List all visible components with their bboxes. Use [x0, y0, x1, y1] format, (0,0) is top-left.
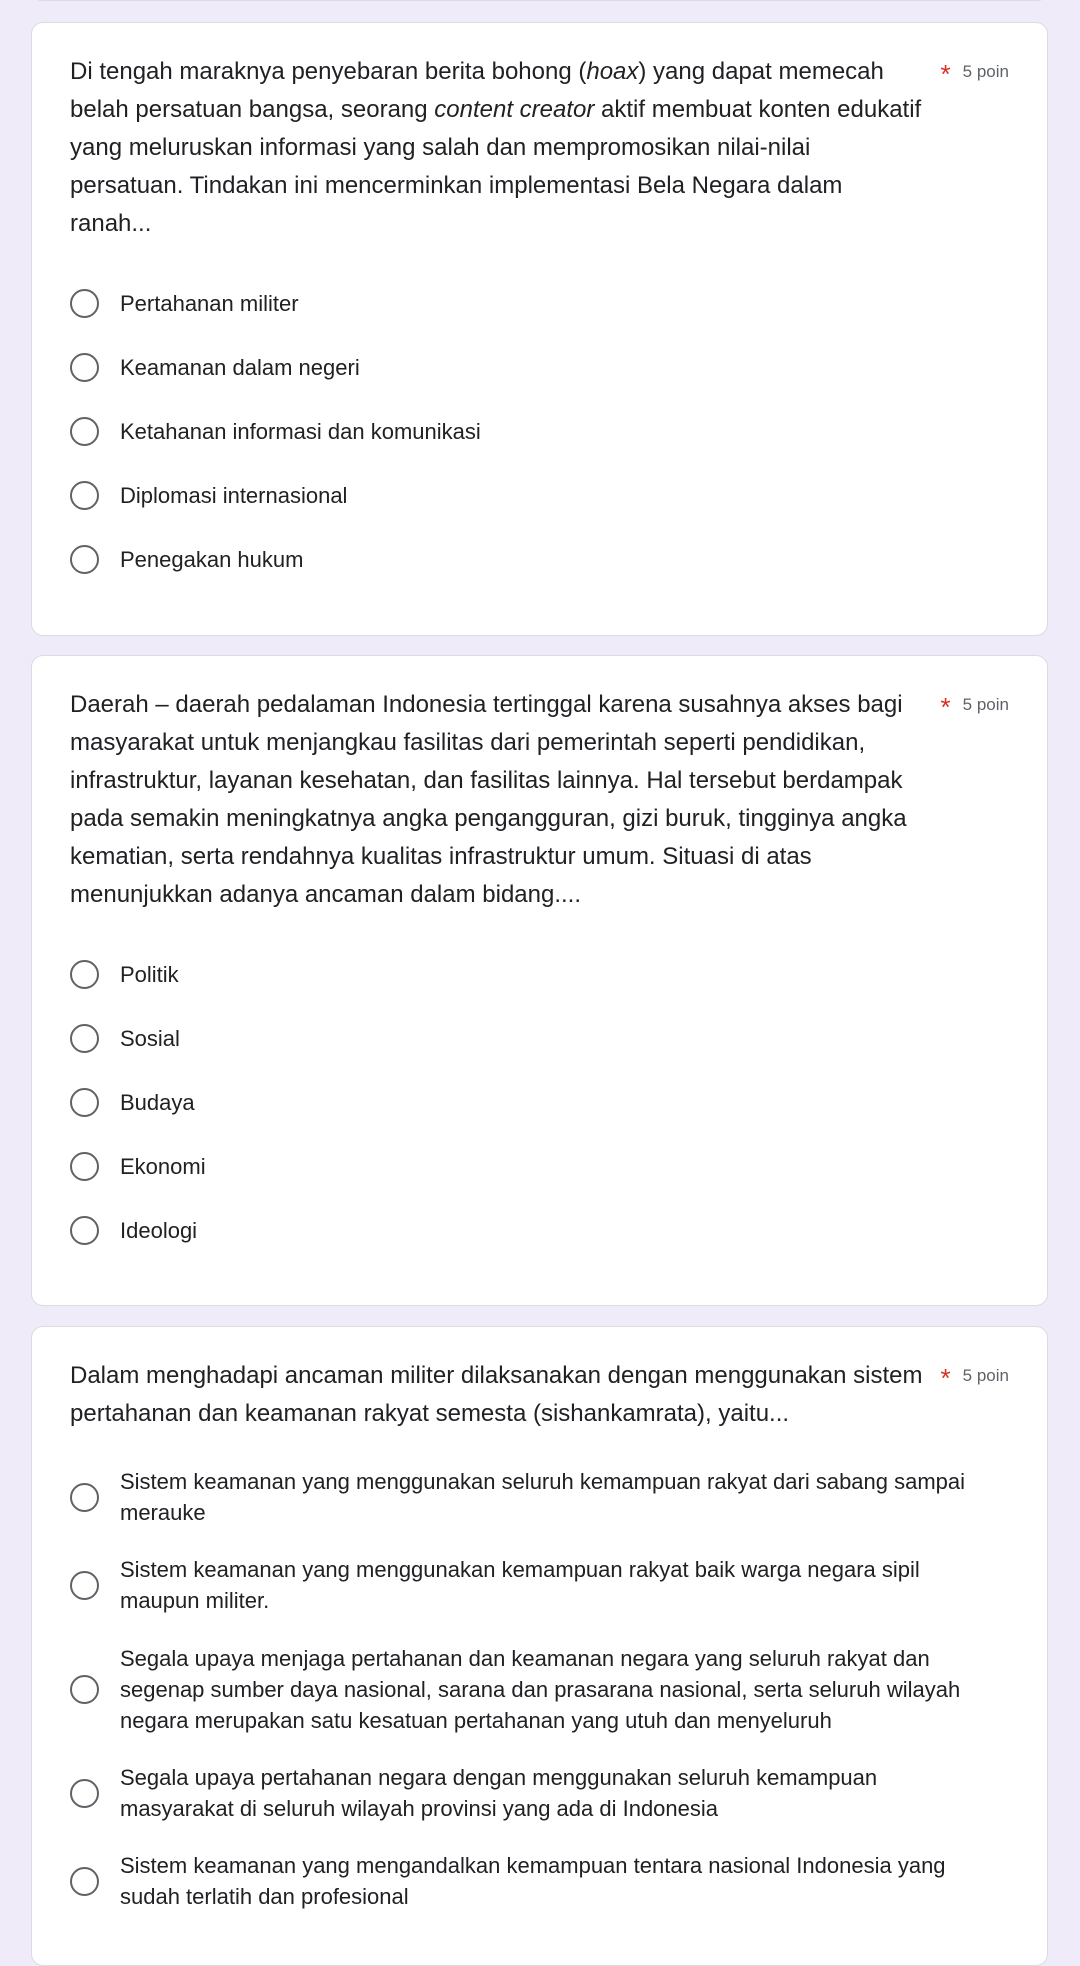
points-label: 5 poin: [962, 62, 1009, 81]
points-label: 5 poin: [962, 695, 1009, 714]
q1-option-1[interactable]: [70, 271, 1009, 335]
option-label: Ekonomi: [120, 1153, 206, 1179]
q2-option-4[interactable]: [70, 1134, 1009, 1198]
q1-option-4[interactable]: [70, 463, 1009, 527]
radio-button[interactable]: [70, 289, 99, 318]
q3-option-2[interactable]: [70, 1541, 1009, 1629]
option-label: Ketahanan informasi dan komunikasi: [120, 418, 481, 444]
radio-button[interactable]: [70, 417, 99, 446]
points-label: 5 poin: [962, 1366, 1009, 1385]
radio-button[interactable]: [70, 353, 99, 382]
option-label: Sistem keamanan yang menggunakan seluruh kemampuan rakyat dari sabang sampai merauke: [120, 1469, 966, 1525]
option-label: Sistem keamanan yang mengandalkan kemampuan tentara nasional Indonesia yang sudah terlatih dan profesional: [120, 1853, 946, 1909]
radio-button[interactable]: [70, 1571, 99, 1600]
q2-option-5[interactable]: [70, 1198, 1009, 1262]
required-asterisk: *: [940, 1363, 951, 1393]
question-2-options: [32, 914, 1047, 1262]
question-card-2: [31, 655, 1048, 1306]
question-2-meta: [941, 686, 1009, 724]
required-asterisk: *: [940, 692, 951, 722]
option-label: Segala upaya pertahanan negara dengan menggunakan seluruh kemampuan masyarakat di seluruh wilayah provinsi yang ada di Indonesia: [120, 1765, 878, 1821]
question-card-1: [31, 22, 1048, 636]
radio-button[interactable]: [70, 1216, 99, 1245]
radio-button[interactable]: [70, 1152, 99, 1181]
option-label: Diplomasi internasional: [120, 482, 348, 508]
q1-option-3[interactable]: [70, 399, 1009, 463]
radio-button[interactable]: [70, 1675, 99, 1704]
required-asterisk: *: [940, 59, 951, 89]
radio-button[interactable]: [70, 545, 99, 574]
option-label: Sistem keamanan yang menggunakan kemampuan rakyat baik warga negara sipil maupun militer.: [120, 1557, 920, 1613]
radio-button[interactable]: [70, 1483, 99, 1512]
option-label: Segala upaya menjaga pertahanan dan keamanan negara yang seluruh rakyat dan segenap sumber daya nasional, sarana dan prasarana nasional, serta seluruh wilayah negara merupakan satu kesatuan pertahanan yang utuh dan menyeluruh: [120, 1645, 961, 1733]
q2-option-1[interactable]: [70, 942, 1009, 1006]
previous-question-card-edge: [31, 0, 1048, 1]
option-label: Sosial: [120, 1025, 180, 1051]
radio-button[interactable]: [70, 960, 99, 989]
q3-option-5[interactable]: [70, 1837, 1009, 1925]
option-label: Pertahanan militer: [120, 290, 299, 316]
q2-option-2[interactable]: [70, 1006, 1009, 1070]
q3-option-4[interactable]: [70, 1749, 1009, 1837]
question-card-3: [31, 1326, 1048, 1966]
option-label: Ideologi: [120, 1217, 198, 1243]
option-label: Keamanan dalam negeri: [120, 354, 360, 380]
q2-option-3[interactable]: [70, 1070, 1009, 1134]
question-2-text: Daerah – daerah pedalaman Indonesia tertinggal karena susahnya akses bagi masyarakat untuk menjangkau fasilitas dari pemerintah seperti pendidikan, infrastruktur, layanan kesehatan, dan fasilitas lainnya. Hal tersebut berdampak pada semakin meningkatnya angka pengangguran, gizi buruk, tingginya angka kematian, serta rendahnya kualitas infrastruktur umum. Situasi di atas menunjukkan adanya ancaman dalam bidang....: [70, 691, 907, 908]
question-1-text: Di tengah maraknya penyebaran berita bohong (hoax) yang dapat memecah belah persatuan bangsa, seorang content creator aktif membuat konten edukatif yang meluruskan informasi yang salah dan mempromosikan nilai-nilai persatuan. Tindakan ini mencerminkan implementasi Bela Negara dalam ranah...: [70, 58, 922, 237]
question-3-meta: [941, 1357, 1009, 1395]
option-label: Penegakan hukum: [120, 546, 304, 572]
q3-option-3[interactable]: [70, 1629, 1009, 1749]
radio-button[interactable]: [70, 1867, 99, 1896]
radio-button[interactable]: [70, 1088, 99, 1117]
option-label: Budaya: [120, 1089, 195, 1115]
radio-button[interactable]: [70, 481, 99, 510]
q1-option-5[interactable]: [70, 527, 1009, 591]
q1-option-2[interactable]: [70, 335, 1009, 399]
question-3-text: Dalam menghadapi ancaman militer dilaksanakan dengan menggunakan sistem pertahanan dan keamanan rakyat semesta (sishankamrata), yaitu...: [70, 1362, 923, 1427]
question-1-meta: [941, 53, 1009, 91]
option-label: Politik: [120, 961, 179, 987]
radio-button[interactable]: [70, 1024, 99, 1053]
radio-button[interactable]: [70, 1779, 99, 1808]
question-3-options: [32, 1433, 1047, 1925]
q3-option-1[interactable]: [70, 1453, 1009, 1541]
question-1-options: [32, 243, 1047, 591]
